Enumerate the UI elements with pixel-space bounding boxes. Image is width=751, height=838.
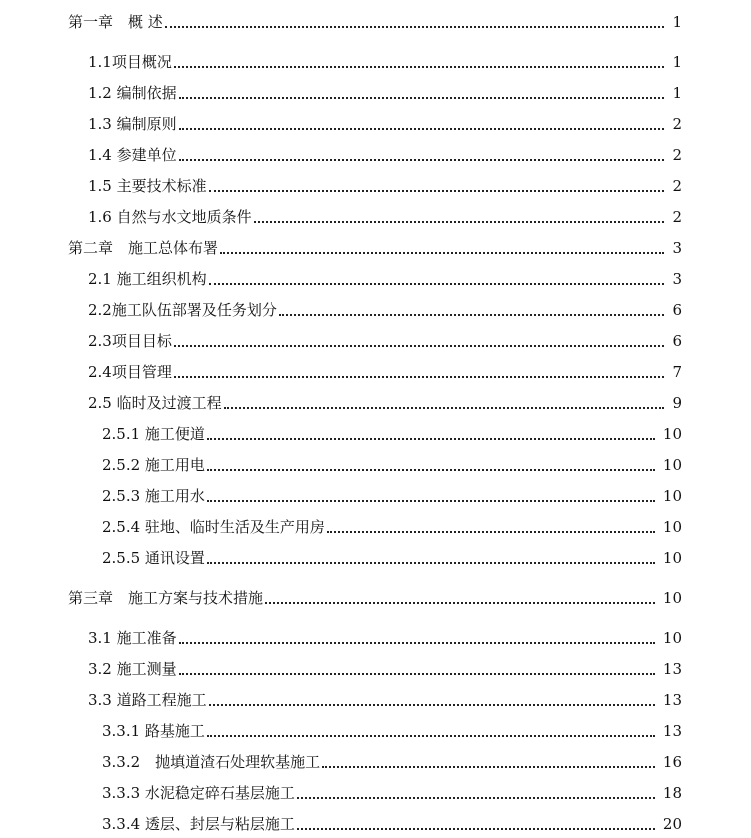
dot-leader xyxy=(327,531,655,533)
toc-entry-label: 2.5.1 施工便道 xyxy=(102,425,205,443)
dot-leader xyxy=(209,704,655,706)
toc-entry-page: 9 xyxy=(672,394,682,412)
toc-entry-page: 20 xyxy=(662,815,682,833)
toc-entry-page: 10 xyxy=(662,629,682,647)
toc-entry-label: 2.5 临时及过渡工程 xyxy=(88,394,222,412)
toc-entry-label: 2.5.4 驻地、临时生活及生产用房 xyxy=(102,518,325,536)
dot-leader xyxy=(220,252,664,254)
dot-leader xyxy=(297,797,655,799)
toc-entry-label: 3.3.3 水泥稳定碎石基层施工 xyxy=(102,784,295,802)
dot-leader xyxy=(279,314,665,316)
toc-entry-2-5[interactable] xyxy=(88,389,682,413)
toc-entry-label: 第三章 施工方案与技术措施 xyxy=(68,589,264,607)
toc-entry-1-4[interactable] xyxy=(88,141,682,165)
toc-entry-page: 10 xyxy=(662,487,682,505)
toc-entry-label: 3.3.2 抛填道渣石处理软基施工 xyxy=(102,753,321,771)
toc-entry-label: 3.3.1 路基施工 xyxy=(102,722,205,740)
toc-entry-label: 1.1项目概况 xyxy=(88,53,172,71)
toc-entry-label: 第二章 施工总体布署 xyxy=(68,239,219,257)
toc-entry-label: 1.2 编制依据 xyxy=(88,84,177,102)
dot-leader xyxy=(165,26,665,28)
dot-leader xyxy=(297,828,655,830)
toc-entry-label: 2.3项目目标 xyxy=(88,332,172,350)
toc-entry-page: 10 xyxy=(662,549,682,567)
toc-entry-1-6[interactable] xyxy=(88,203,682,227)
dot-leader xyxy=(209,190,665,192)
toc-entry-label: 1.5 主要技术标准 xyxy=(88,177,207,195)
toc-entry-page: 1 xyxy=(672,84,682,102)
dot-leader xyxy=(207,562,655,564)
toc-entry-2-4[interactable] xyxy=(88,358,682,382)
toc-entry-2-5-4[interactable] xyxy=(102,513,682,537)
toc-entry-1-3[interactable] xyxy=(88,110,682,134)
toc-entry-2-5-3[interactable] xyxy=(102,482,682,506)
toc-entry-page: 18 xyxy=(662,784,682,802)
dot-leader xyxy=(179,673,655,675)
toc-entry-2-3[interactable] xyxy=(88,327,682,351)
dot-leader xyxy=(207,438,655,440)
toc-entry-page: 1 xyxy=(672,53,682,71)
dot-leader xyxy=(179,159,665,161)
dot-leader xyxy=(224,407,665,409)
dot-leader xyxy=(174,66,665,68)
toc-entry-chapter-2[interactable] xyxy=(68,234,682,258)
toc-entry-page: 3 xyxy=(672,270,682,288)
toc-entry-3-3-1[interactable] xyxy=(102,717,682,741)
toc-entry-label: 3.3 道路工程施工 xyxy=(88,691,207,709)
toc-entry-1-1[interactable] xyxy=(88,48,682,72)
toc-entry-page: 13 xyxy=(662,660,682,678)
toc-entry-2-2[interactable] xyxy=(88,296,682,320)
dot-leader xyxy=(265,602,655,604)
toc-entry-page: 3 xyxy=(672,239,682,257)
toc-entry-page: 10 xyxy=(662,589,682,607)
toc-entry-3-3-2[interactable] xyxy=(102,748,682,772)
dot-leader xyxy=(207,735,655,737)
toc-entry-page: 6 xyxy=(672,332,682,350)
dot-leader xyxy=(174,376,665,378)
dot-leader xyxy=(179,97,665,99)
dot-leader xyxy=(179,642,655,644)
toc-entry-2-5-1[interactable] xyxy=(102,420,682,444)
dot-leader xyxy=(209,283,665,285)
toc-entry-page: 10 xyxy=(662,425,682,443)
dot-leader xyxy=(207,469,655,471)
toc-entry-2-5-5[interactable] xyxy=(102,544,682,568)
toc-entry-page: 1 xyxy=(672,13,682,31)
dot-leader xyxy=(174,345,665,347)
toc-entry-page: 6 xyxy=(672,301,682,319)
toc-entry-label: 2.1 施工组织机构 xyxy=(88,270,207,288)
toc-entry-label: 2.5.5 通讯设置 xyxy=(102,549,205,567)
toc-entry-label: 1.4 参建单位 xyxy=(88,146,177,164)
toc-entry-page: 13 xyxy=(662,691,682,709)
toc-entry-3-1[interactable] xyxy=(88,624,682,648)
toc-entry-chapter-1[interactable] xyxy=(68,8,682,32)
toc-entry-label: 2.5.3 施工用水 xyxy=(102,487,205,505)
dot-leader xyxy=(179,128,665,130)
toc-entry-label: 第一章 概 述 xyxy=(68,13,163,31)
toc-entry-page: 7 xyxy=(672,363,682,381)
toc-entry-1-5[interactable] xyxy=(88,172,682,196)
toc-entry-label: 1.3 编制原则 xyxy=(88,115,177,133)
toc-entry-label: 3.1 施工准备 xyxy=(88,629,177,647)
toc-entry-3-3-3[interactable] xyxy=(102,779,682,803)
toc-entry-3-3[interactable] xyxy=(88,686,682,710)
toc-entry-2-5-2[interactable] xyxy=(102,451,682,475)
toc-entry-label: 1.6 自然与水文地质条件 xyxy=(88,208,252,226)
dot-leader xyxy=(207,500,655,502)
toc-entry-page: 2 xyxy=(672,115,682,133)
toc-entry-3-2[interactable] xyxy=(88,655,682,679)
toc-entry-label: 2.5.2 施工用电 xyxy=(102,456,205,474)
toc-entry-page: 16 xyxy=(662,753,682,771)
toc-entry-label: 3.3.4 透层、封层与粘层施工 xyxy=(102,815,295,833)
toc-entry-2-1[interactable] xyxy=(88,265,682,289)
toc-entry-label: 2.2施工队伍部署及任务划分 xyxy=(88,301,277,319)
toc-entry-page: 2 xyxy=(672,208,682,226)
toc-entry-label: 3.2 施工测量 xyxy=(88,660,177,678)
toc-entry-3-3-4[interactable] xyxy=(102,810,682,834)
dot-leader xyxy=(254,221,665,223)
toc-entry-chapter-3[interactable] xyxy=(68,584,682,608)
toc-entry-1-2[interactable] xyxy=(88,79,682,103)
toc-entry-page: 13 xyxy=(662,722,682,740)
toc-entry-page: 2 xyxy=(672,177,682,195)
toc-entry-label: 2.4项目管理 xyxy=(88,363,172,381)
dot-leader xyxy=(322,766,655,768)
toc-entry-page: 10 xyxy=(662,518,682,536)
toc-entry-page: 10 xyxy=(662,456,682,474)
toc-entry-page: 2 xyxy=(672,146,682,164)
